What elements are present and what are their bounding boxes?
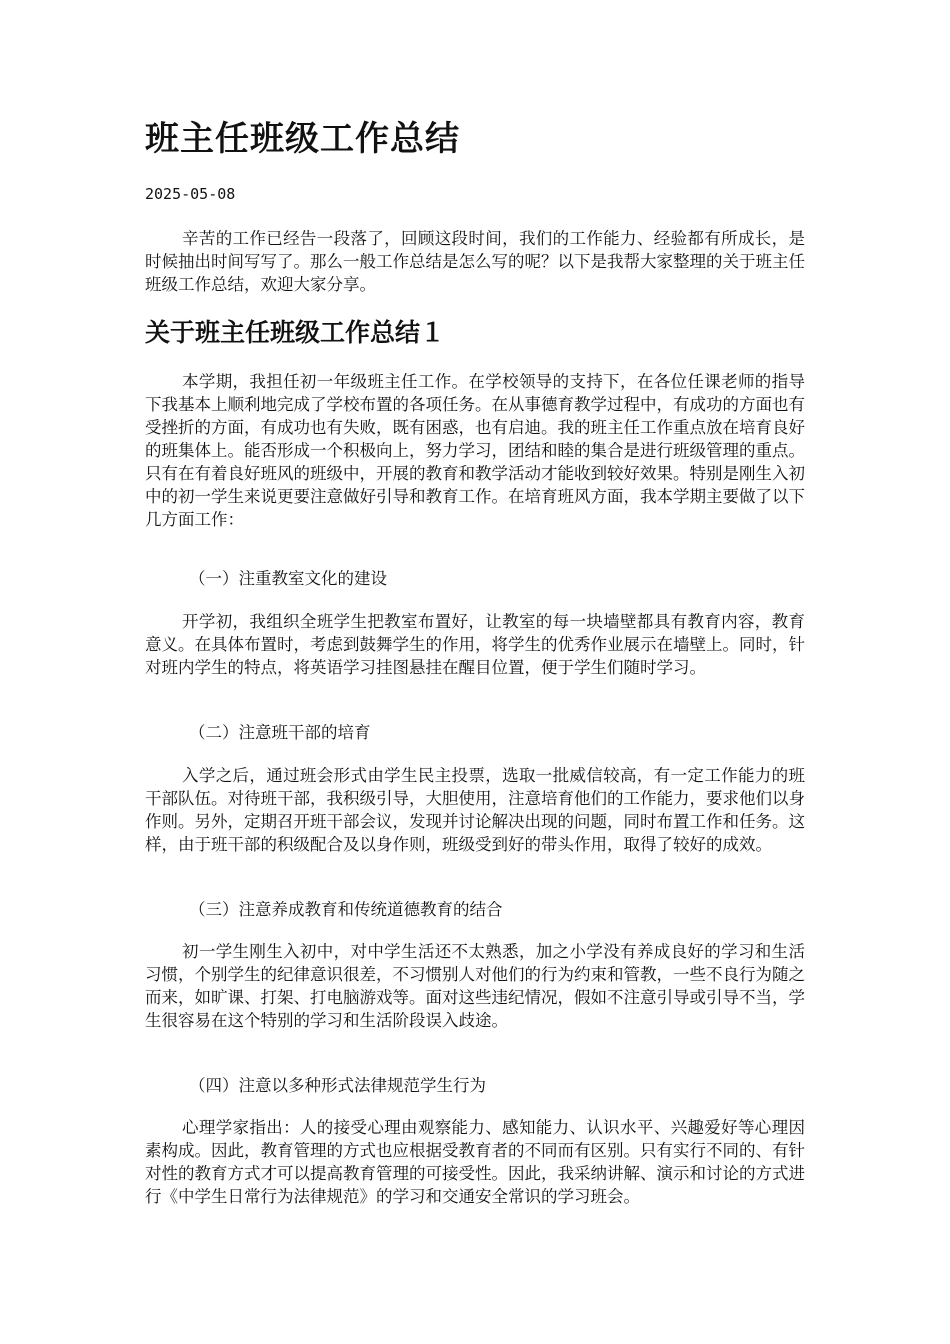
intro-paragraph: 辛苦的工作已经告一段落了，回顾这段时间，我们的工作能力、经验都有所成长，是时候抽出时间写写了。那么一般工作总结是怎么写的呢？以下是我帮大家整理的关于班主任班级工作总结，欢迎大家分享。 <box>145 229 805 294</box>
document-title: 班主任班级工作总结 <box>145 119 460 159</box>
body-paragraph-3: 入学之后，通过班会形式由学生民主投票，选取一批威信较高，有一定工作能力的班干部队伍。对待班干部，我积级引导，大胆使用，注意培育他们的工作能力，要求他们以身作则。另外，定期召开班干部会议，发现并讨论解决出现的问题，同时布置工作和任务。这样，由于班干部的积级配合及以身作则，班级受到好的带头作用，取得了较好的成效。 <box>145 766 805 854</box>
subheading-3: （三）注意养成教育和传统道德教育的结合 <box>189 900 503 919</box>
body-paragraph-2: 开学初，我组织全班学生把教室布置好，让教室的每一块墙壁都具有教育内容，教育意义。在具体布置时，考虑到鼓舞学生的作用，将学生的优秀作业展示在墙壁上。同时，针对班内学生的特点，将英语学习挂图悬挂在醒目位置，便于学生们随时学习。 <box>145 612 805 677</box>
subheading-4: （四）注意以多种形式法律规范学生行为 <box>189 1076 486 1095</box>
body-paragraph-4: 初一学生刚生入初中，对中学生活还不太熟悉，加之小学没有养成良好的学习和生活习惯，个别学生的纪律意识很差，不习惯别人对他们的行为约束和管教，一些不良行为随之而来，如旷课、打架、打电脑游戏等。面对这些违纪情况，假如不注意引导或引导不当，学生很容易在这个特别的学习和生活阶段误入歧途。 <box>145 942 805 1030</box>
subheading-1: （一）注重教室文化的建设 <box>189 569 387 588</box>
section-heading: 关于班主任班级工作总结１ <box>145 318 446 347</box>
subheading-2: （二）注意班干部的培育 <box>189 723 371 742</box>
body-paragraph-1: 本学期，我担任初一年级班主任工作。在学校领导的支持下，在各位任课老师的指导下我基本上顺利地完成了学校布置的各项任务。在从事德育教学过程中，有成功的方面也有受挫折的方面，有成功也有失败，既有困惑，也有启迪。我的班主任工作重点放在培育良好的班集体上。能否形成一个积极向上，努力学习，团结和睦的集合是进行班级管理的重点。只有在有着良好班风的班级中，开展的教育和教学活动才能收到较好效果。特别是刚生入初中的初一学生来说更要注意做好引导和教育工作。在培育班风方面，我本学期主要做了以下几方面工作： <box>145 372 805 529</box>
body-paragraph-5: 心理学家指出：人的接受心理由观察能力、感知能力、认识水平、兴趣爱好等心理因素构成。因此，教育管理的方式也应根据受教育者的不同而有区别。只有实行不同的、有针对性的教育方式才可以提高教育管理的可接受性。因此，我采纳讲解、演示和讨论的方式进行《中学生日常行为法律规范》的学习和交通安全常识的学习班会。 <box>145 1118 805 1206</box>
publish-date: 2025-05-08 <box>145 185 236 203</box>
